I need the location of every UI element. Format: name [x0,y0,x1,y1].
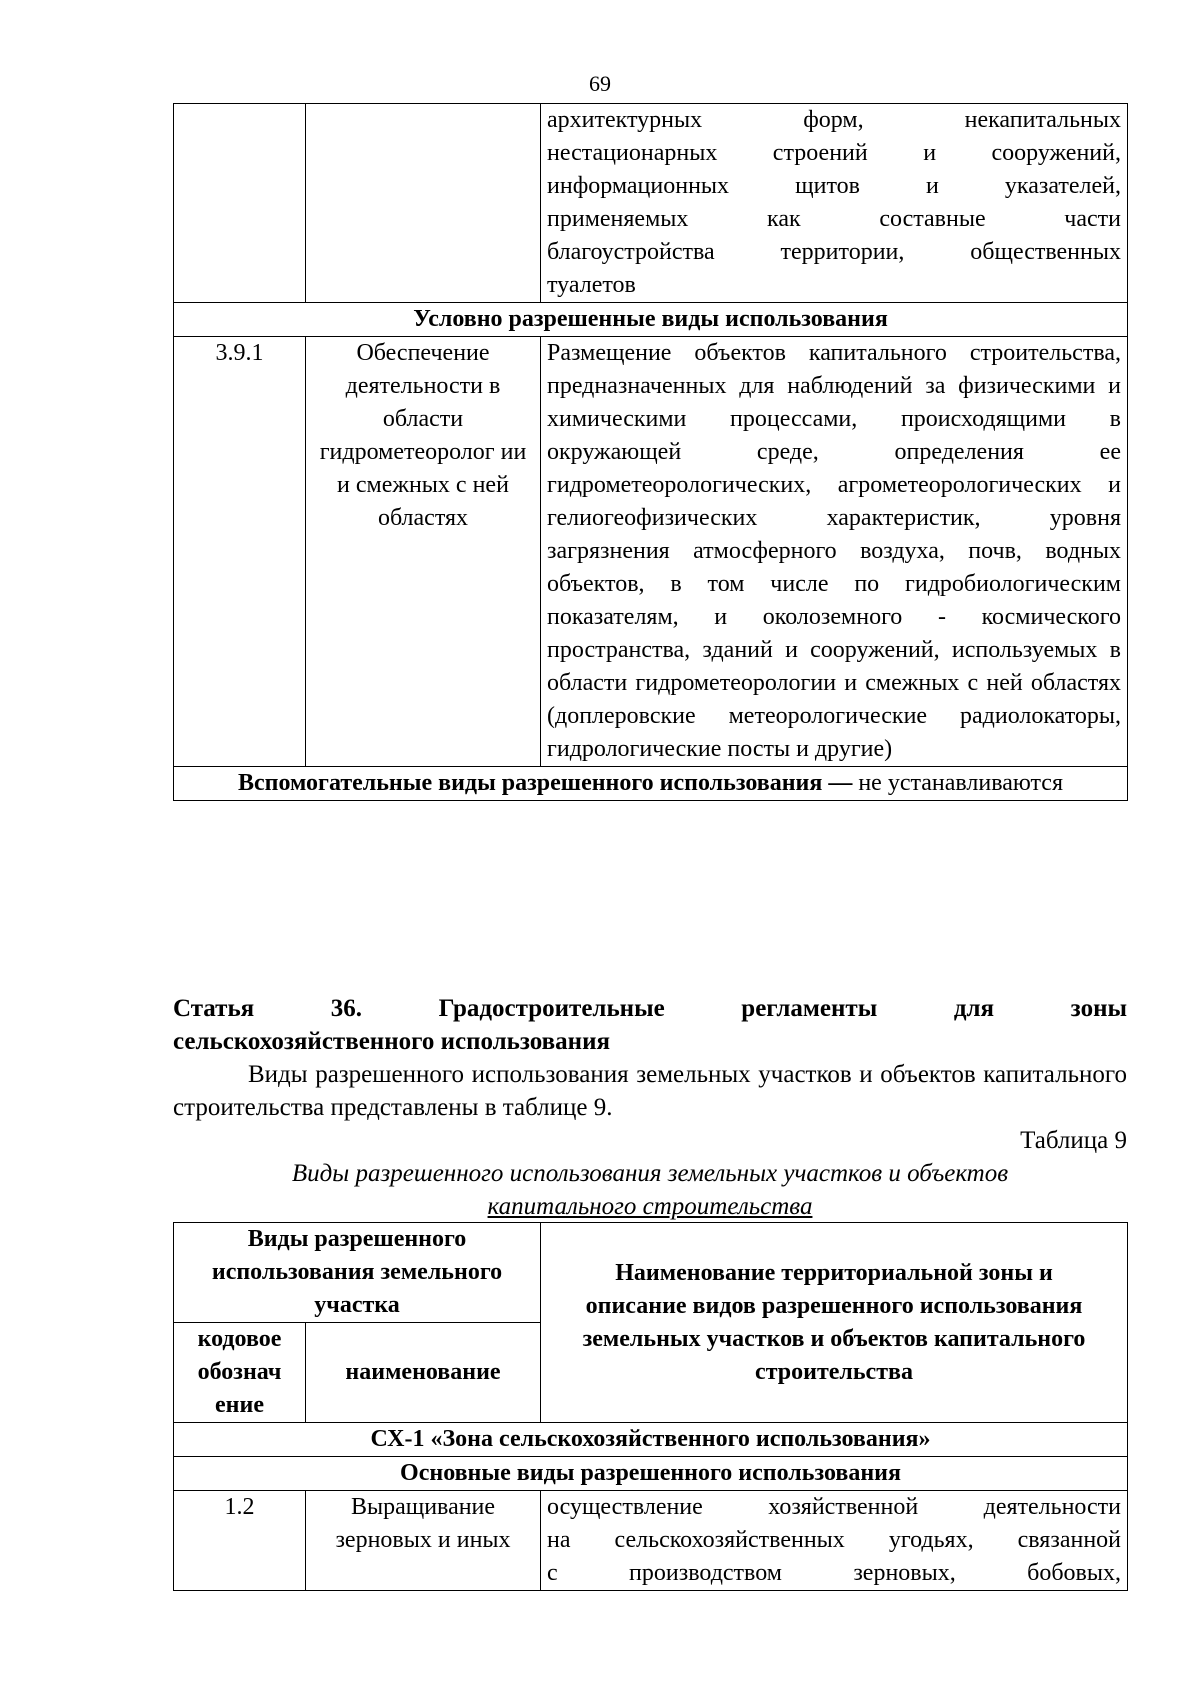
page-number: 69 [589,71,611,96]
article-title-line: сельскохозяйственного использования [173,1028,611,1055]
code-cell [174,104,306,303]
name-cell: Выращивание зерновых и иных [306,1491,541,1591]
table-caption-line: капитального строительства [487,1193,813,1220]
table-row [174,104,1128,303]
description-line: нестационарных строений и сооружений, [547,140,1121,166]
header-description-cell: Наименование территориальной зоны и описание видов разрешенного использования земельных участков и объектов капитального строительства [541,1223,1128,1423]
auxiliary-uses-label: Вспомогательные виды разрешенного использования — [237,770,853,796]
table-caption [270,1157,1030,1223]
zone-title-row [174,1423,1128,1457]
main-uses-header: Основные виды разрешенного использования [174,1457,1128,1491]
table-label: Таблица 9 [1020,1127,1127,1154]
article-title [173,992,1127,1058]
description-line: туалетов [547,272,636,298]
auxiliary-uses-note [174,767,1128,801]
auxiliary-uses-value: не устанавливаются [858,770,1063,796]
description-cell: Размещение объектов капитального строительства, предназначенных для наблюдений за физическими и химическими процессами, происходящими в окружающей среде, определения ее гидрометеорологических, агрометеорологических и гелиогеофизических характеристик, уровня загрязнения атмосферного воздуха, почв, водных объектов, в том числе по гидробиологическим показателям, и околоземного - космического пространства, зданий и сооружений, используемых в области гидрометеорологии и смежных с ней областях (доплеровские метеорологические радиолокаторы, гидрологические посты и другие) [541,337,1128,767]
table-9 [173,1222,1128,1591]
section-header-row [174,767,1128,801]
name-cell [306,104,541,303]
description-line: на сельскохозяйственных угодьях, связанной [547,1527,1122,1553]
article-title-line: Статья 36. Градостроительные регламенты для зоны [173,995,1127,1022]
zone-title: СХ-1 «Зона сельскохозяйственного использования» [174,1423,1128,1457]
code-cell: 3.9.1 [174,337,306,767]
section-header-row [174,303,1128,337]
description-line: осуществление хозяйственной деятельности [547,1494,1122,1520]
header-group-cell: Виды разрешенного использования земельного участка [174,1223,541,1323]
header-code-cell: кодовое обознач ение [174,1323,306,1423]
description-line: архитектурных форм, некапитальных [547,107,1121,133]
description-line: информационных щитов и указателей, [547,173,1121,199]
description-line: с производством зерновых, бобовых, [547,1560,1122,1586]
article-36 [173,992,1127,1223]
description-line: применяемых как составные части [547,206,1121,232]
description-cell [541,1491,1128,1591]
description-line: благоустройства территории, общественных [547,239,1121,265]
table-caption-line: Виды разрешенного использования земельных участков и объектов [291,1160,1009,1187]
table-row [174,1491,1128,1591]
header-row [174,1223,1128,1323]
header-name-cell: наименование [306,1323,541,1423]
conditional-uses-header: Условно разрешенные виды использования [174,303,1128,337]
description-cell [541,104,1128,303]
table-8-continued [173,103,1128,801]
table-row [174,337,1128,767]
article-intro: Виды разрешенного использования земельных участков и объектов капитального строительства представлены в таблице 9. [173,1061,1127,1121]
section-header-row [174,1457,1128,1491]
name-cell: Обеспечение деятельности в области гидрометеоролог ии и смежных с ней областях [306,337,541,767]
code-cell: 1.2 [174,1491,306,1591]
